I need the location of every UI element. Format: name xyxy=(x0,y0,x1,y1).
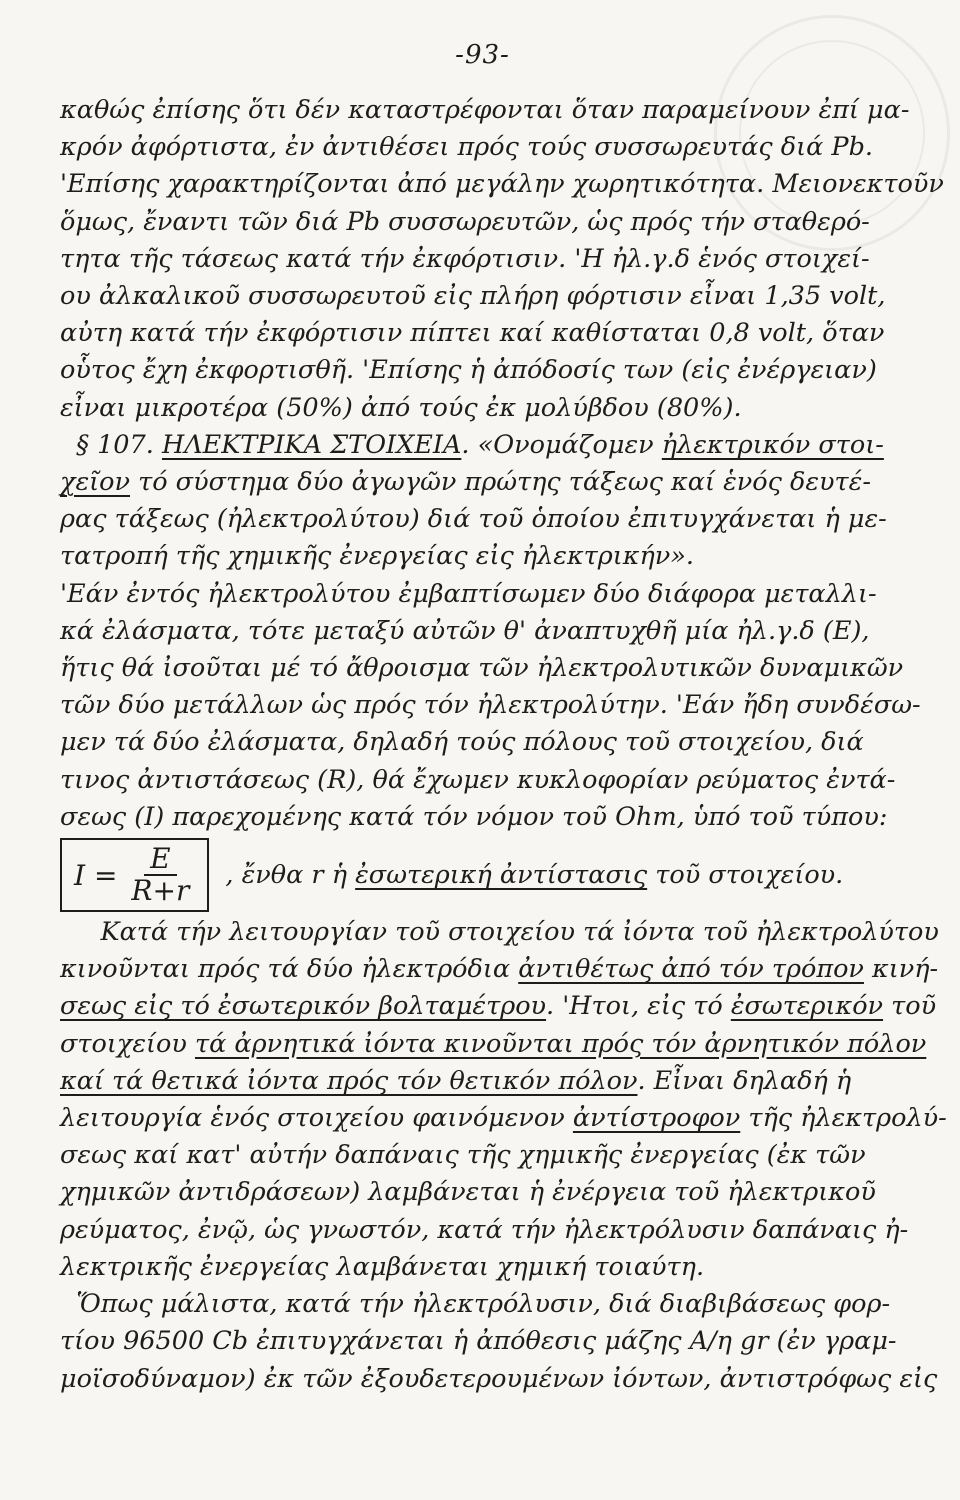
text-line: μεν τά δύο ἐλάσματα, δηλαδή τούς πόλους τοῦ στοιχείου, διά xyxy=(60,727,864,758)
section-title: ΗΛΕΚΤΡΙΚΑ ΣΤΟΙΧΕΙΑ xyxy=(161,429,462,460)
underlined-text: ἐσωτερικόν xyxy=(730,991,884,1022)
text-line: σεως (I) παρεχομένης κατά τόν νόμον τοῦ Ohm, ὑπό τοῦ τύπου: xyxy=(60,801,888,832)
text-span: τό σύστημα δύο ἀγωγῶν πρώτης τάξεως καί ἑνός δευτέ- xyxy=(130,467,871,498)
text-span: . 'Ητοι, εἰς τό xyxy=(546,991,731,1022)
text-line: τίου 96500 Cb ἐπιτυγχάνεται ἡ ἀπόθεσις μάζης A/η gr (ἐν γραμ- xyxy=(60,1326,897,1357)
text-line: τατροπή τῆς χημικῆς ἐνεργείας εἰς ἠλεκτρικήν». xyxy=(60,541,694,572)
text-line: λεκτρικῆς ἐνεργείας λαμβάνεται χημική τοιαύτη. xyxy=(60,1251,705,1282)
internal-resistance-term: ἐσωτερική ἀντίστασις xyxy=(355,860,648,891)
paragraph-cell-operation xyxy=(60,914,947,1286)
text-line: ου ἀλκαλικοῦ συσσωρευτοῦ εἰς πλήρη φόρτισιν εἶναι 1,35 volt, xyxy=(60,281,886,312)
text-span: τοῦ στοιχείου. xyxy=(647,860,844,891)
ohm-formula-box xyxy=(60,838,209,912)
text-line xyxy=(60,914,939,951)
text-line: 'Επίσης χαρακτηρίζονται ἀπό μεγάλην χωρητικότητα. Μειονεκτοῦν xyxy=(60,169,944,200)
text-line: τητα τῆς τάσεως κατά τήν ἐκφόρτισιν. 'Η ἠλ.γ.δ ἑνός στοιχεί- xyxy=(60,243,870,274)
ohm-formula-row xyxy=(60,838,905,912)
text-line: τῶν δύο μετάλλων ὡς πρός τόν ἠλεκτρολύτην. 'Εάν ἤδη συνδέσω- xyxy=(60,690,921,721)
text-line: οὗτος ἔχη ἐκφορτισθῆ. 'Επίσης ἡ ἀπόδοσίς των (εἰς ἐνέργειαν) xyxy=(60,355,877,386)
underlined-text: σεως εἰς τό ἐσωτερικόν βολταμέτρου xyxy=(60,991,547,1022)
underlined-text: καί τά θετικά ἰόντα πρός τόν θετικόν πόλον xyxy=(60,1065,638,1096)
text-span: κινοῦνται πρός τά δύο ἠλεκτρόδια xyxy=(60,954,519,985)
text-line: 'Εάν ἐντός ἠλεκτρολύτου ἐμβαπτίσωμεν δύο διάφορα μεταλλι- xyxy=(60,578,877,609)
text-span: . Εἶναι δηλαδή ἡ xyxy=(637,1065,852,1096)
text-span: Ὅπως μάλιστα, κατά τήν ἠλεκτρόλυσιν, διά διαβιβάσεως φορ- xyxy=(76,1289,891,1320)
underlined-text: ἀντιθέτως ἀπό τόν τρόπον xyxy=(518,954,864,985)
underlined-text: ἀντίστροφον xyxy=(572,1103,741,1134)
formula-denominator: R+r xyxy=(131,874,190,908)
text-line xyxy=(60,951,939,988)
text-line: αὐτη κατά τήν ἐκφόρτισιν πίπτει καί καθίσταται 0,8 volt, ὅταν xyxy=(60,318,885,349)
text-line xyxy=(60,1063,905,1100)
text-line: σεως καί κατ' αὐτήν δαπάναις τῆς χημικῆς ἐνεργείας (ἐκ τῶν xyxy=(60,1140,866,1171)
text-line xyxy=(60,1286,905,1323)
text-span: κινή- xyxy=(863,954,939,985)
definition-term-end: χεῖον xyxy=(60,467,130,498)
text-span: τοῦ xyxy=(883,991,937,1022)
library-stamp-watermark xyxy=(714,15,950,251)
text-span: στοιχείου xyxy=(60,1028,195,1059)
text-line: μοϊσοδύναμον) ἐκ τῶν ἐξουδετερουμένων ἰόντων, ἀντιστρόφως εἰς xyxy=(60,1363,938,1394)
text-line: ρας τάξεως (ἠλεκτρολύτου) διά τοῦ ὁποίου ἐπιτυγχάνεται ἡ με- xyxy=(60,504,887,535)
formula-numerator: E xyxy=(144,844,176,876)
text-line: καθώς ἐπίσης ὅτι δέν καταστρέφονται ὅταν παραμείνουν ἐπί μα- xyxy=(60,95,910,125)
text-line: κρόν ἀφόρτιστα, ἐν ἀντιθέσει πρός τούς συσσωρευτάς διά Pb. xyxy=(60,132,873,163)
page-number: -93- xyxy=(455,40,510,70)
text-line xyxy=(60,427,905,464)
text-span: λειτουργία ἑνός στοιχείου φαινόμενον xyxy=(60,1103,573,1134)
paragraph-electric-cells xyxy=(60,501,921,836)
section-number: § 107. xyxy=(76,429,162,460)
formula-lhs: I = xyxy=(74,858,118,892)
text-line: ὅμως, ἔναντι τῶν διά Pb συσσωρευτῶν, ὡς πρός τήν σταθερό- xyxy=(60,206,870,237)
underlined-text: τά ἀρνητικά ἰόντα κινοῦνται πρός τόν ἀρνητικόν πόλον xyxy=(194,1028,927,1059)
text-line: τινος ἀντιστάσεως (R), θά ἔχωμεν κυκλοφορίαν ρεύματος ἐντά- xyxy=(60,764,896,795)
text-line: χημικῶν ἀντιδράσεων) λαμβάνεται ἡ ἐνέργεια τοῦ ἠλεκτρικοῦ xyxy=(60,1177,876,1208)
text-line xyxy=(60,464,905,501)
section-heading xyxy=(60,427,905,501)
text-span: , ἔνθα r ἡ xyxy=(225,860,356,891)
text-line xyxy=(60,1026,927,1063)
definition-term: ἠλεκτρικόν στοι- xyxy=(661,429,884,460)
text-line: ρεύματος, ἐνῷ, ὡς γνωστόν, κατά τήν ἠλεκτρόλυσιν δαπάναις ἠ- xyxy=(60,1214,909,1245)
text-span: τῆς ἠλεκτρολύ- xyxy=(740,1103,947,1134)
text-line xyxy=(60,1100,947,1137)
text-span: Κατά τήν λειτουργίαν τοῦ στοιχείου τά ἰόντα τοῦ ἠλεκτρολύτου xyxy=(100,917,939,948)
paragraph-faraday xyxy=(60,1286,938,1398)
section-after-title: . «Ονομάζομεν xyxy=(461,429,662,460)
text-line: ἥτις θά ἰσοῦται μέ τό ἄθροισμα τῶν ἠλεκτρολυτικῶν δυναμικῶν xyxy=(60,653,904,684)
text-line xyxy=(60,988,937,1025)
text-line: εἶναι μικροτέρα (50%) ἀπό τούς ἐκ μολύβδου (80%). xyxy=(60,392,742,423)
text-line: κά ἐλάσματα, τότε μεταξύ αὐτῶν θ' ἀναπτυχθῆ μία ἠλ.γ.δ (E), xyxy=(60,615,870,646)
formula-fraction xyxy=(125,844,195,906)
formula-explanation xyxy=(225,860,843,890)
